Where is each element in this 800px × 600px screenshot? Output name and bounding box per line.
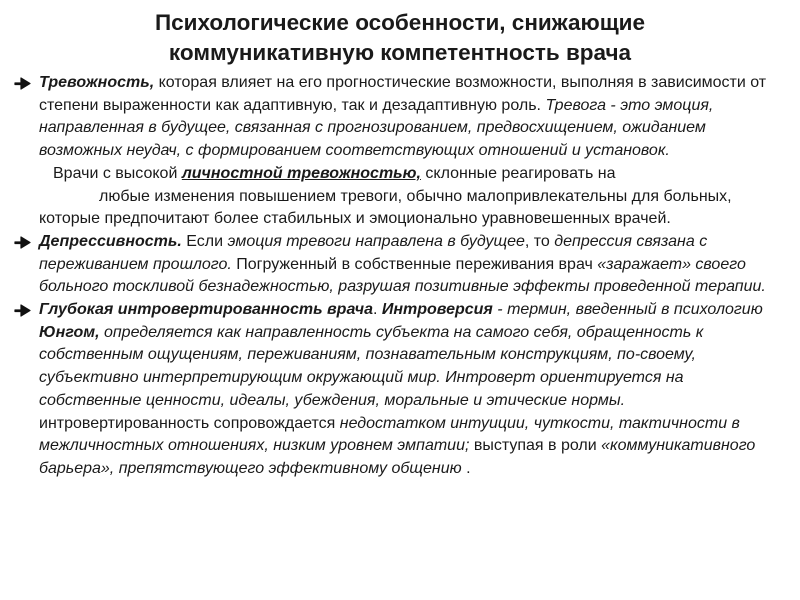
term-jung: Юнгом, — [39, 323, 100, 341]
paragraph-personal-anxiety — [14, 163, 782, 231]
term-depression: Депрессивность. — [39, 232, 182, 250]
slide-title — [60, 8, 740, 68]
text: Погруженный в собственные переживания врач — [231, 255, 598, 273]
italic-text: депрессия связана с переживанием прошлого. — [39, 232, 708, 273]
text: . — [461, 459, 471, 477]
term-personal-anxiety: личностной тревожностью, — [181, 164, 421, 182]
slide-body — [14, 72, 782, 481]
text: Врачи с высокой — [53, 164, 182, 182]
text: склонные реагировать на — [420, 164, 616, 182]
bullet-item-depression — [14, 231, 782, 299]
title-line-1: Психологические особенности, снижающие — [154, 10, 646, 35]
text: любые изменения повышением тревоги, обычно малопривлекательны для больных, которые предпочитают более стабильных и эмоционально уравновешенных врачей. — [39, 187, 732, 228]
arrow-bullet-icon — [14, 235, 32, 250]
arrow-bullet-icon — [14, 76, 32, 91]
text: которая влияет на его прогностические возможности, выполняя в зависимости от степени выраженности как адаптивную, так и дезадаптивную роль. — [39, 74, 767, 114]
term-introversion-def: Интроверсия — [381, 301, 493, 319]
italic-text: определяется как направленность субъекта на самого себя, обращенность к собственным ощущениям, переживаниям, познавательным конструкциям, по-своему, субъективно интерпретирующим окружающий мир. Интроверт ориентируется на собственные ценности, идеалы, убеждения, моральные и этические нормы. — [39, 323, 704, 409]
term-anxiety: Тревожность, — [39, 74, 155, 91]
arrow-bullet-icon — [14, 303, 32, 318]
text: интровертированность сопровождается — [39, 414, 340, 432]
text: , то — [524, 232, 555, 250]
italic-text: Тревога - это эмоция, направленная в будущее, связанная с прогнозированием, предвосхищением, ожиданием возможных неудач, с формированием соответствующих отношений и установок. — [39, 96, 714, 160]
text: Если — [181, 232, 228, 250]
text: . — [372, 301, 382, 319]
italic-text: - термин, введенный в психологию — [492, 301, 763, 319]
title-line-2: коммуникативную компетентность врача — [168, 40, 632, 65]
bullet-item-introversion — [14, 299, 782, 481]
italic-text: «заражает» своего больного тоскливой безнадежностью, разрушая позитивные эффекты проведенной терапии. — [39, 255, 766, 296]
italic-text: эмоция тревоги направлена в будущее — [227, 232, 525, 250]
italic-text: недостатком интуиции, чуткости, тактичности в межличностных отношениях, низким уровнем эмпатии; — [39, 414, 740, 455]
italic-text: «коммуникативного барьера», препятствующего эффективному общению — [39, 437, 756, 477]
bullet-item-anxiety — [14, 72, 782, 163]
term-introversion: Глубокая интровертированность врача — [39, 301, 373, 319]
text: выступая в роли — [469, 437, 602, 455]
